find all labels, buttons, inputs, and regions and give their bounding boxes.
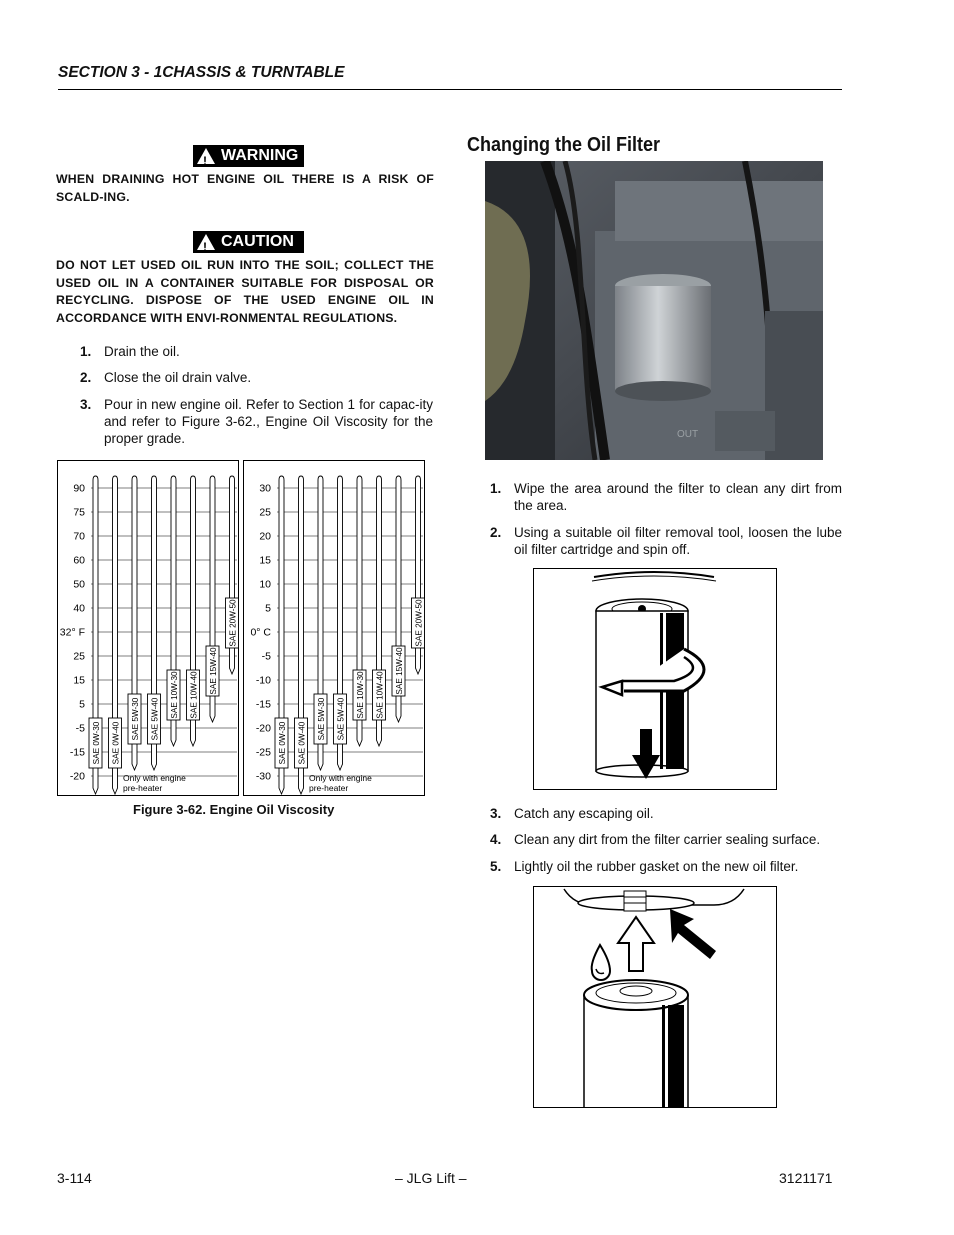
step-text: Catch any escaping oil. [514, 806, 654, 821]
caution-label: CAUTION [221, 233, 294, 250]
step-text: Using a suitable oil filter removal tool, loosen the lube oil filter cartridge and spin off. [514, 525, 842, 557]
step-number: 5. [490, 859, 502, 874]
grade-label: SAE 5W-30 [131, 697, 140, 741]
footer-center: – JLG Lift – [395, 1170, 467, 1186]
step-text: Close the oil drain valve. [104, 370, 252, 385]
viscosity-chart-fahrenheit [57, 460, 239, 796]
gasket-oiling-illustration [533, 886, 777, 1108]
preheater-note: pre-heater [309, 783, 349, 793]
viscosity-chart-celsius [243, 460, 425, 796]
tick-label: 10 [259, 578, 271, 591]
step-text: Drain the oil. [104, 344, 180, 359]
grade-label: SAE 10W-40 [189, 671, 199, 719]
tick-label: 25 [73, 650, 85, 663]
right-step-5 [490, 858, 842, 875]
tick-label: 32° F [59, 626, 85, 639]
tick-label: 50 [73, 578, 85, 591]
right-step-4 [490, 831, 842, 848]
tick-label: -20 [69, 770, 85, 783]
grade-label: SAE 0W-30 [92, 721, 101, 765]
grade-label: SAE 0W-40 [297, 721, 307, 765]
tick-label: 20 [259, 530, 271, 543]
header-rule [58, 89, 842, 90]
step-number: 3. [490, 806, 502, 821]
step-number: 2. [490, 525, 502, 540]
preheater-note: pre-heater [123, 783, 163, 793]
tick-label: 30 [259, 482, 271, 495]
right-step-1 [490, 480, 842, 514]
step-number: 2. [80, 370, 92, 385]
tick-label: 0° C [250, 626, 271, 639]
document-number: 3121171 [779, 1170, 833, 1186]
grade-label: SAE 5W-40 [150, 697, 160, 741]
step-text: Lightly oil the rubber gasket on the new oil filter. [514, 859, 799, 874]
step-number: 3. [80, 397, 92, 412]
grade-label: SAE 5W-30 [317, 697, 326, 741]
figure-caption: Figure 3-62. Engine Oil Viscosity [133, 802, 335, 817]
right-step-3 [490, 805, 842, 822]
warning-signal [193, 145, 304, 167]
tick-label: -5 [261, 650, 271, 663]
section-title-wrap [467, 134, 681, 157]
tick-label: -5 [75, 722, 85, 735]
grade-label: SAE 0W-30 [278, 721, 287, 765]
grade-label: SAE 20W-50 [414, 599, 424, 647]
grade-label: SAE 0W-40 [111, 721, 121, 765]
step-number: 4. [490, 832, 502, 847]
grade-label: SAE 15W-40 [395, 647, 404, 695]
grade-label: SAE 10W-40 [375, 671, 385, 719]
left-step-3 [80, 396, 433, 447]
left-step-2 [80, 369, 432, 386]
warning-text: WHEN DRAINING HOT ENGINE OIL THERE IS A RISK OF SCALD-ING. [56, 172, 434, 204]
grade-label: SAE 15W-40 [209, 647, 218, 695]
right-step-2 [490, 524, 842, 558]
step-text: Wipe the area around the filter to clean any dirt from the area. [514, 481, 842, 513]
grade-label: SAE 10W-30 [170, 671, 179, 719]
grade-label: SAE 20W-50 [228, 599, 238, 647]
section-header: SECTION 3 - 1CHASSIS & TURNTABLE [58, 64, 345, 81]
tick-label: -30 [255, 770, 271, 783]
preheater-note: Only with engine [309, 773, 372, 783]
tick-label: -20 [255, 722, 271, 735]
tick-label: 75 [73, 506, 85, 519]
tick-label: 5 [265, 602, 271, 615]
tick-label: 60 [73, 554, 85, 567]
tick-label: 5 [79, 698, 85, 711]
tick-label: 15 [73, 674, 85, 687]
left-step-1 [80, 343, 432, 360]
tick-label: 15 [259, 554, 271, 567]
svg-text:OUT: OUT [677, 429, 699, 440]
tick-label: -15 [69, 746, 85, 759]
page-number: 3-114 [57, 1170, 92, 1186]
tick-label: 40 [73, 602, 85, 615]
tick-label: 90 [73, 482, 85, 495]
warning-label: WARNING [221, 147, 299, 164]
caution-signal [193, 231, 304, 253]
step-number: 1. [490, 481, 502, 496]
preheater-note: Only with engine [123, 773, 186, 783]
tick-label: -15 [255, 698, 271, 711]
warning-icon: ! [197, 148, 215, 164]
caution-text: DO NOT LET USED OIL RUN INTO THE SOIL; COLLECT THE USED OIL IN A CONTAINER SUITABLE FOR DISPOSAL OR RECYCLING. DISPOSE OF THE USED ENGINE OIL IN ACCORDANCE WITH ENVI-RONMENTAL REGULATIONS. [56, 258, 434, 325]
step-text: Clean any dirt from the filter carrier sealing surface. [514, 832, 821, 847]
grade-label: SAE 5W-40 [336, 697, 346, 741]
filter-removal-illustration [533, 568, 777, 790]
section-title: Changing the Oil Filter [467, 134, 661, 156]
tick-label: -25 [255, 746, 271, 759]
step-number: 1. [80, 344, 92, 359]
grade-label: SAE 10W-30 [356, 671, 365, 719]
engine-photo [485, 161, 823, 460]
tick-label: 70 [73, 530, 85, 543]
tick-label: -10 [255, 674, 271, 687]
step-text: Pour in new engine oil. Refer to Section 1 for capac-ity and refer to Figure 3-62., Engine Oil Viscosity for the proper grade. [104, 397, 433, 446]
tick-label: 25 [259, 506, 271, 519]
caution-icon: ! [197, 234, 215, 250]
